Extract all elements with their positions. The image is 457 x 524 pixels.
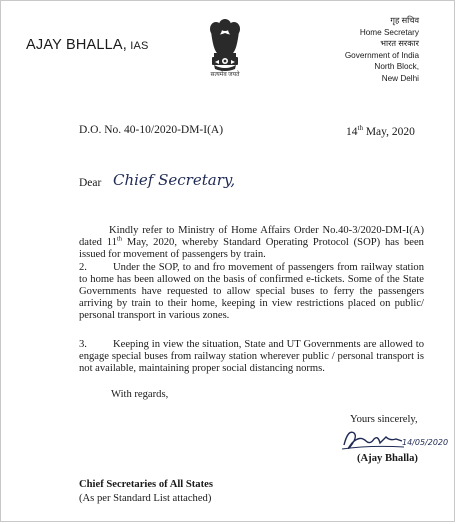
svg-text:14/05/2020: 14/05/2020 — [402, 438, 448, 447]
addressee: Chief Secretaries of All States — [79, 479, 213, 490]
emblem-motto: सत्यमेव जयते — [210, 72, 240, 78]
designation: Home Secretary — [359, 27, 419, 37]
city: New Delhi — [381, 73, 419, 83]
svg-text:Chief Secretary,: Chief Secretary, — [113, 171, 236, 189]
paragraph-1: Kindly refer to Ministry of Home Affairs Order No.40-3/2020-DM-I(A) dated 11th May, 2020, whereby Standard Operating Protocol (SOP) has been issued for movement of passengers by train. — [79, 225, 424, 260]
government: Government of India — [344, 50, 419, 60]
letter-date: 14th May, 2020 — [346, 124, 415, 138]
paragraph-3: 3. Keeping in view the situation, State and UT Governments are allowed to engage special buses from railway station wherever public / personal transport is not available, maintaining proper social distancing norms. — [79, 339, 424, 374]
addressee-note: (As per Standard List attached) — [79, 493, 212, 504]
closing: With regards, — [111, 389, 169, 400]
handwritten-addressee — [111, 167, 236, 193]
reference-number: D.O. No. 40-10/2020-DM-I(A) — [79, 124, 224, 136]
yours-sincerely: Yours sincerely, — [350, 414, 418, 425]
signatory-name: (Ajay Bhalla) — [357, 453, 418, 464]
hindi-government: भारत सरकार — [380, 39, 419, 48]
building: North Block, — [374, 62, 419, 71]
salutation: Dear — [79, 177, 102, 189]
sender-name: AJAY BHALLA, IAS — [26, 37, 149, 53]
signature-image — [340, 423, 448, 453]
hindi-designation: गृह सचिव — [390, 16, 419, 25]
designation-block — [309, 15, 419, 84]
paragraph-2: 2. Under the SOP, to and fro movement of passengers from railway station to home has been allowed on the basis of confirmed e-tickets. Some of the State Governments have requested to allow special buses to ferry the passengers arriving by train to their home, keeping in view restrictions placed on public/ personal transport in various zones. — [79, 262, 424, 321]
